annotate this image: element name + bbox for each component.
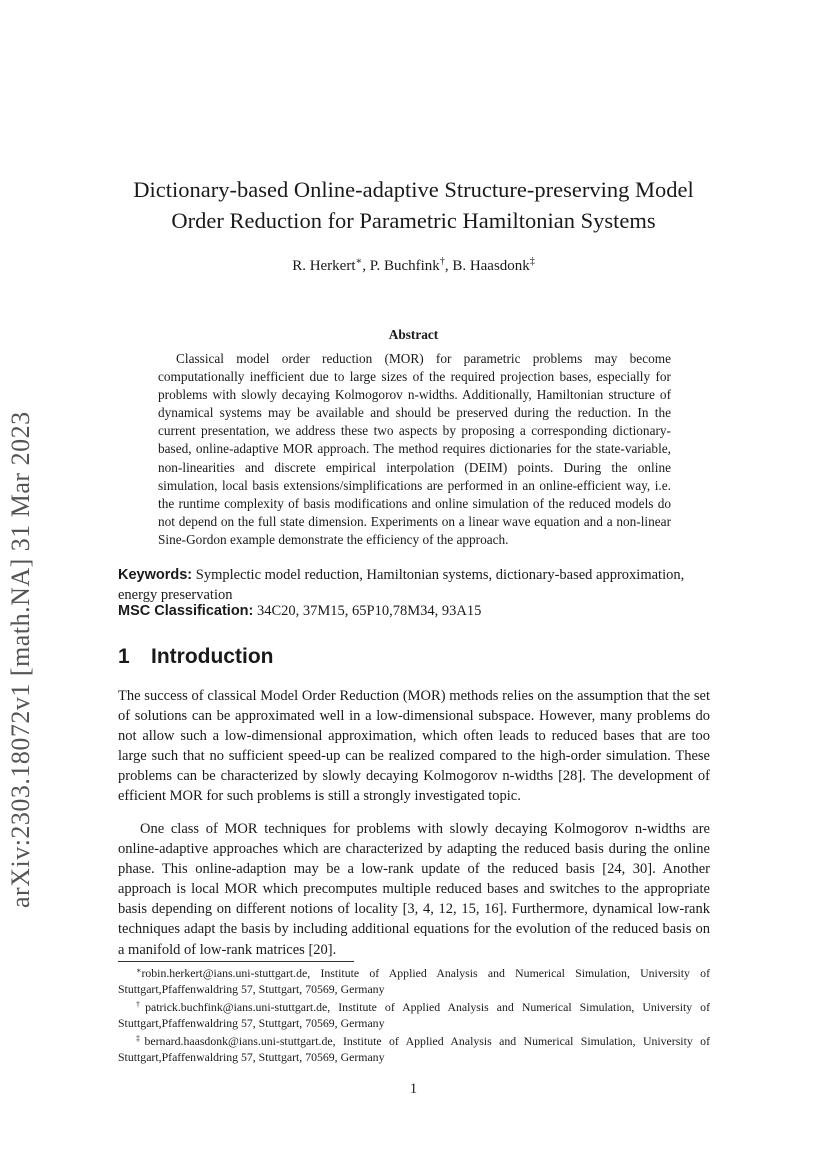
footnote-mark: ∗ bbox=[136, 966, 142, 975]
author-name: B. Haasdonk bbox=[452, 258, 530, 274]
author-footnote-mark: † bbox=[439, 256, 445, 267]
author-name: P. Buchfink bbox=[369, 258, 440, 274]
title-line-1: Dictionary-based Online-adaptive Structure-preserving Model bbox=[133, 177, 694, 202]
abstract-text: Classical model order reduction (MOR) for parametric problems may become computationally inefficient due to large sizes of the required projection bases, especially for problems with slowly decaying Kolmogorov n-widths. Additionally, Hamiltonian structure of dynamical systems may be available and should be preserved during the reduction. In the current presentation, we address these two aspects by proposing a corresponding dictionary-based, online-adaptive MOR approach. The method requires dictionaries for the state-variable, non-linearities and discrete empirical interpolation (DEIM) points. During the online simulation, local basis extensions/simplifications are performed in an online-efficient way, i.e. the runtime complexity of basis modifications and online simulation of the reduced models do not depend on the full state dimension. Experiments on a linear wave equation and a non-linear Sine-Gordon example demonstrate the efficiency of the approach. bbox=[158, 351, 671, 547]
body-paragraph: The success of classical Model Order Reduction (MOR) methods relies on the assumption that the set of solutions can be approximated well in a low-dimensional subspace. However, many problems do not allow such a low-dimensional approximation, which often leads to reduced bases that are too large such that no sufficient speed-up can be realized compared to the high-order simulation. These problems can be characterized by slowly decaying Kolmogorov n-widths [28]. The development of efficient MOR for such problems is still a strongly investigated topic. bbox=[118, 688, 710, 805]
section-title: Introduction bbox=[151, 645, 274, 668]
arxiv-identifier-stamp: arXiv:2303.18072v1 [math.NA] 31 Mar 2023 bbox=[6, 411, 35, 908]
author-list bbox=[100, 252, 727, 276]
footnote-text: patrick.buchfink@ians.uni-stuttgart.de, Institute of Applied Analysis and Numerical Simulation, University of Stuttgart,Pfaffenwaldring 57, Stuttgart, 70569, Germany bbox=[118, 1000, 711, 1031]
footnote-mark: † bbox=[136, 1000, 146, 1009]
keywords-block bbox=[118, 566, 710, 605]
msc-classification-block bbox=[118, 602, 710, 622]
paper-title bbox=[100, 174, 727, 236]
author-separator: , bbox=[362, 258, 370, 274]
title-line-2: Order Reduction for Parametric Hamiltonian Systems bbox=[171, 208, 656, 233]
footnote-text: bernard.haasdonk@ians.uni-stuttgart.de, Institute of Applied Analysis and Numerical Simulation, University of Stuttgart,Pfaffenwaldring 57, Stuttgart, 70569, Germany bbox=[118, 1034, 711, 1065]
page-number: 1 bbox=[409, 1081, 418, 1097]
section-number: 1 bbox=[118, 645, 130, 668]
author-footnote-mark: ‡ bbox=[529, 256, 535, 267]
author-footnote-mark: ∗ bbox=[355, 256, 363, 267]
footnote bbox=[118, 963, 710, 998]
footnote bbox=[118, 1031, 710, 1066]
author-name: R. Herkert bbox=[292, 258, 356, 274]
keywords-label: Keywords: bbox=[118, 567, 193, 583]
author-separator: , bbox=[444, 258, 453, 274]
abstract-heading: Abstract bbox=[388, 327, 439, 342]
footnote bbox=[118, 997, 710, 1032]
footnote-separator-rule bbox=[118, 961, 354, 962]
section-heading bbox=[118, 645, 710, 669]
body-paragraph: One class of MOR techniques for problems with slowly decaying Kolmogorov n-widths are online-adaptive approaches which are characterized by adapting the reduced basis during the online phase. This online-adaption may be a low-rank update of the reduced basis [24, 30]. Another approach is local MOR which precomputes multiple reduced bases and switches to the appropriate basis depending on different notions of locality [3, 4, 12, 15, 16]. Furthermore, dynamical low-rank techniques adapt the basis by including additional equations for the evolution of the reduced basis on a manifold of low-rank matrices [20]. bbox=[118, 821, 710, 958]
footnote-mark: ‡ bbox=[136, 1034, 145, 1043]
msc-codes: 34C20, 37M15, 65P10,78M34, 93A15 bbox=[256, 603, 482, 619]
footnote-text: robin.herkert@ians.uni-stuttgart.de, Institute of Applied Analysis and Numerical Simulation, University of Stuttgart,Pfaffenwaldring 57, Stuttgart, 70569, Germany bbox=[118, 966, 710, 997]
keywords-text: Symplectic model reduction, Hamiltonian systems, dictionary-based approximation, energy preservation bbox=[118, 567, 685, 603]
msc-label: MSC Classification: bbox=[118, 603, 254, 619]
